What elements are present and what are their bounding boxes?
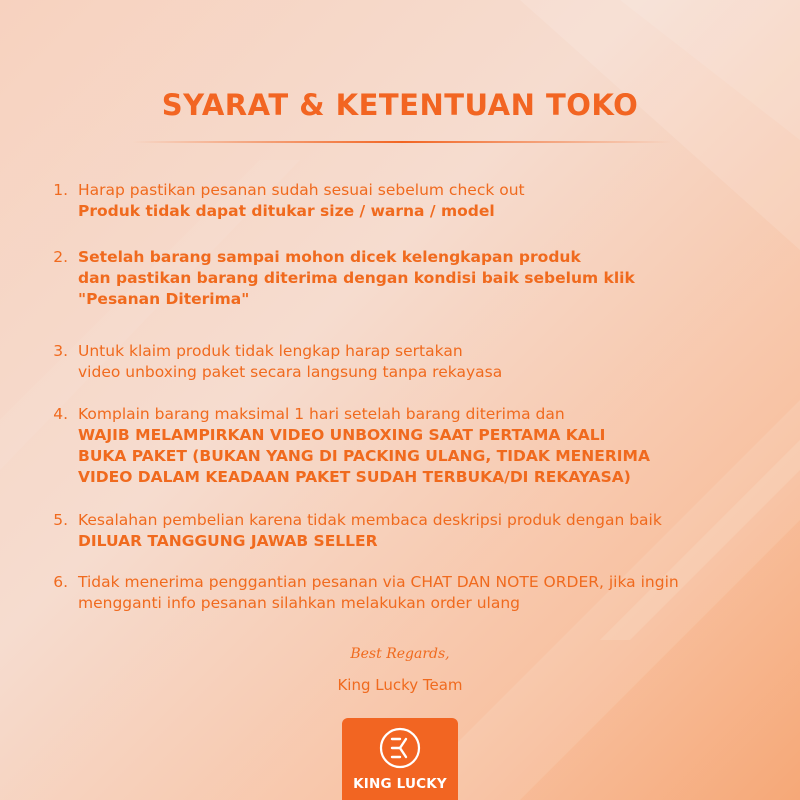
term-line: BUKA PAKET (BUKAN YANG DI PACKING ULANG, TIDAK MENERIMA xyxy=(78,447,650,465)
term-item-5 xyxy=(40,510,770,552)
term-number: 4. xyxy=(53,405,68,423)
term-line: dan pastikan barang diterima dengan kondisi baik sebelum klik xyxy=(78,269,635,287)
king-lucky-logo-icon xyxy=(378,726,422,770)
title-divider xyxy=(132,141,672,143)
term-line: mengganti info pesanan silahkan melakukan order ulang xyxy=(78,594,521,612)
term-line: Komplain barang maksimal 1 hari setelah barang diterima dan xyxy=(78,405,565,423)
term-line: Kesalahan pembelian karena tidak membaca deskripsi produk dengan baik xyxy=(78,511,662,529)
term-line: Tidak menerima penggantian pesanan via CHAT DAN NOTE ORDER, jika ingin xyxy=(78,573,679,591)
page-title: SYARAT & KETENTUAN TOKO xyxy=(161,88,639,122)
term-line: Harap pastikan pesanan sudah sesuai sebelum check out xyxy=(78,181,525,199)
team-name: King Lucky Team xyxy=(337,676,463,694)
king-lucky-logo xyxy=(342,718,458,800)
term-item-2 xyxy=(40,247,770,310)
term-number: 3. xyxy=(53,342,68,360)
term-line: VIDEO DALAM KEADAAN PAKET SUDAH TERBUKA/DI REKAYASA) xyxy=(78,468,631,486)
logo-text: KING LUCKY xyxy=(353,776,447,792)
term-number: 1. xyxy=(53,181,68,199)
term-item-6 xyxy=(40,572,770,614)
term-line: Produk tidak dapat ditukar size / warna / model xyxy=(78,202,495,220)
term-number: 5. xyxy=(53,511,68,529)
term-line: "Pesanan Diterima" xyxy=(78,290,250,308)
term-line: WAJIB MELAMPIRKAN VIDEO UNBOXING SAAT PERTAMA KALI xyxy=(78,426,606,444)
term-line: video unboxing paket secara langsung tanpa rekayasa xyxy=(78,363,503,381)
term-item-4 xyxy=(40,404,770,488)
term-item-3 xyxy=(40,341,770,383)
term-number: 2. xyxy=(53,248,68,266)
term-line: Untuk klaim produk tidak lengkap harap sertakan xyxy=(78,342,463,360)
term-line: DILUAR TANGGUNG JAWAB SELLER xyxy=(78,532,378,550)
term-number: 6. xyxy=(53,573,68,591)
signature-text: Best Regards, xyxy=(350,646,450,662)
term-item-1 xyxy=(40,180,770,222)
term-line: Setelah barang sampai mohon dicek kelengkapan produk xyxy=(78,248,581,266)
